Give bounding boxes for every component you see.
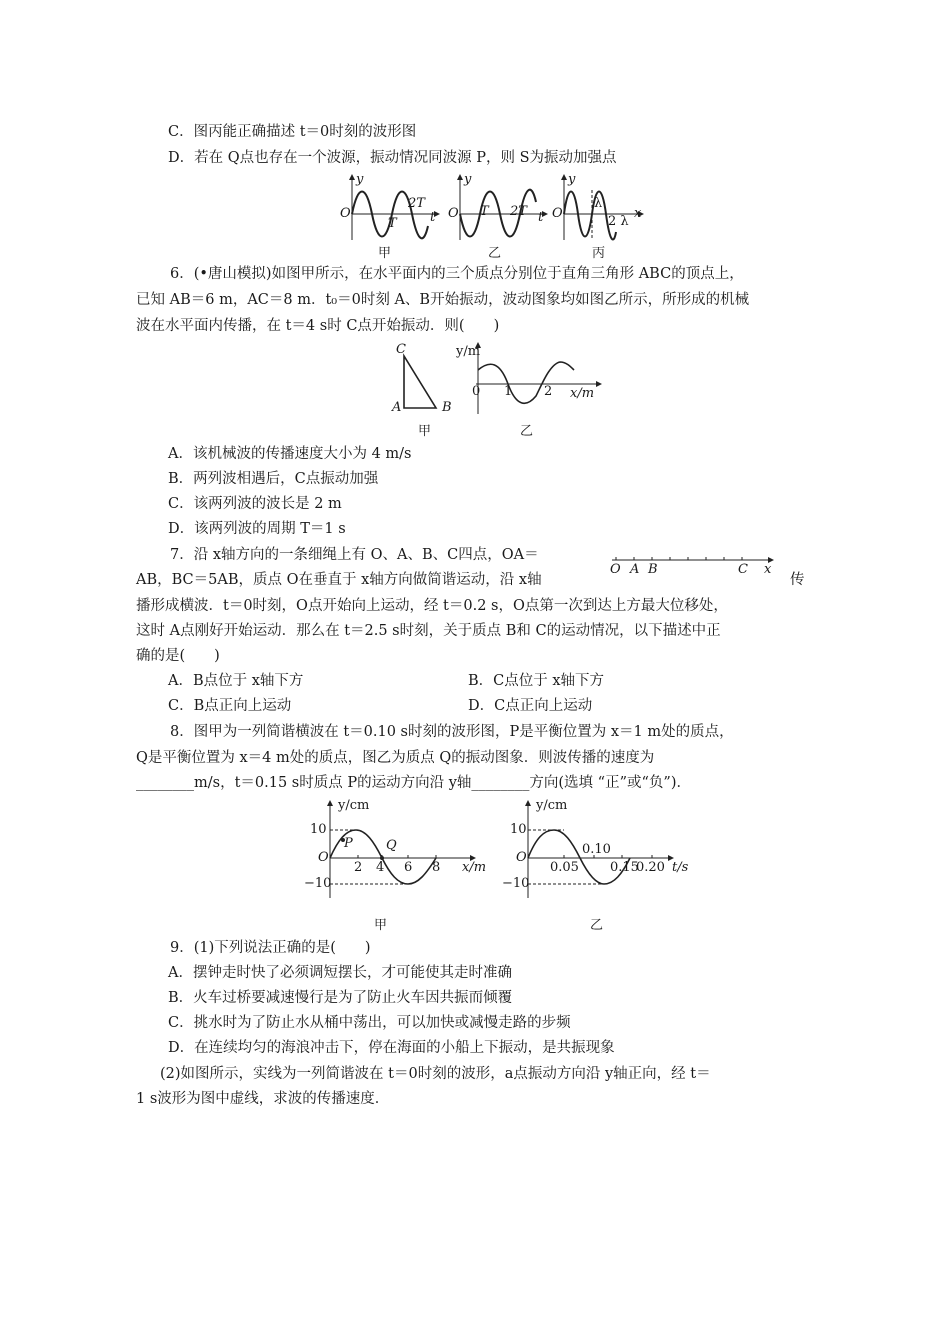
q6-line-1: 6．(•唐山模拟)如图甲所示，在水平面内的三个质点分别位于直角三角形 ABC的顶点上， [170,266,744,282]
q5-yi-t-label: T [480,204,489,219]
q5-yi-x-label: t [538,210,544,225]
q8-line-1: 8．图甲为一列简谐横波在 t＝0.10 s时刻的波形图，P是平衡位置为 x＝1 m处的质点， [170,724,734,740]
q9-option-a: A．摆钟走时快了必须调短摆长，才可能使其走时准确 [168,965,512,981]
q7-rope-c: C [738,562,748,577]
q8-yi-ten: 10 [510,822,527,837]
q8-figure-yi [502,798,696,933]
q9-part2-line-1: (2)如图所示，实线为一列简谐波在 t＝0时刻的波形，a点振动方向沿 y轴正向，经 t＝ [160,1066,711,1082]
q6-triangle-caption: 甲 [418,424,432,439]
q5-jia-origin: O [340,206,351,221]
q8-yi-tick-020: 0.20 [636,860,665,875]
q8-yi-tick-010: 0.10 [582,842,611,857]
q6-option-d: D．该两列波的周期 T＝1 s [168,521,346,537]
q5-option-c: C．图丙能正确描述 t＝0时刻的波形图 [168,124,417,140]
q5-yi-origin: O [448,206,459,221]
q8-jia-tick-6: 6 [404,860,413,875]
q9-option-d: D．在连续均匀的海浪冲击下，停在海面的小船上下振动，是共振现象 [168,1040,615,1056]
q7-line-1: 7．沿 x轴方向的一条细绳上有 O、A、B、C四点，OA＝ [170,547,539,563]
q8-yi-xlabel: t/s [672,860,689,875]
q8-jia-xlabel: x/m [462,860,487,875]
q7-option-b: B．C点位于 x轴下方 [468,673,605,689]
q7-line-4: 这时 A点刚好开始运动．那么在 t＝2.5 s时刻，关于质点 B和 C的运动情况，以下描述中正 [136,623,721,639]
q7-rope-x: x [764,562,772,577]
q8-jia-caption: 甲 [374,918,388,933]
q8-yi-tick-015: 0.15 [610,860,639,875]
q6-wave-xlabel: x/m [570,386,595,401]
q6-triangle-b: B [442,400,452,415]
q9-option-c: C．挑水时为了防止水从桶中荡出，可以加快或减慢走路的步频 [168,1015,571,1031]
q5-figure-jia [338,172,438,261]
q6-option-a: A．该机械波的传播速度大小为 4 m/s [168,446,412,462]
q5-bing-2lambda: 2 λ [608,214,629,229]
q7-option-c: C．B点正向上运动 [168,698,292,714]
q5-jia-t-label: T [388,216,397,231]
q6-wave-tick-2: 2 [544,384,553,399]
q5-bing-origin: O [552,206,563,221]
q8-jia-ylabel: y/cm [338,798,370,813]
q8-jia-tick-8: 8 [432,860,441,875]
q7-line-3: 播形成横波．t＝0时刻，O点开始向上运动，经 t＝0.2 s，O点第一次到达上方最大位移处， [136,598,728,614]
q5-bing-x-label: x [634,206,642,221]
q5-bing-lambda: λ [594,196,603,211]
q6-triangle-a: A [392,400,402,415]
q7-option-a: A．B点位于 x轴下方 [168,673,304,689]
q7-line-2b: 传 [790,572,805,588]
q8-jia-p: P [344,836,353,851]
q8-yi-caption: 乙 [590,918,604,933]
q6-wave-caption: 乙 [520,424,534,439]
q5-yi-caption: 乙 [488,246,502,261]
q6-line-3: 波在水平面内传播，在 t＝4 s时 C点开始振动．则( ) [136,318,500,334]
q6-wave-ylabel: y/m [456,344,481,359]
q8-yi-tick-005: 0.05 [550,860,579,875]
q7-rope-b: B [648,562,658,577]
q5-figure-yi [446,172,546,261]
q5-bing-caption: 丙 [592,246,606,261]
q5-yi-2t-label: 2T [510,204,527,219]
q8-line-2: Q是平衡位置为 x＝4 m处的质点，图乙为质点 Q的振动图象．则波传播的速度为 [136,750,655,766]
q5-jia-caption: 甲 [378,246,392,261]
q8-line-3: ________m/s，t＝0.15 s时质点 P的运动方向沿 y轴________方向(选填 “正”或“负”)． [136,775,691,791]
q9-option-b: B．火车过桥要减速慢行是为了防止火车因共振而倾覆 [168,990,513,1006]
q9-line-1: 9．(1)下列说法正确的是( ) [170,940,371,956]
q6-option-c: C．该两列波的波长是 2 m [168,496,342,512]
q6-triangle-c: C [396,342,406,357]
q6-wave-origin: 0 [472,384,481,399]
q8-yi-svg [506,798,696,933]
q8-jia-origin: O [318,850,329,865]
q7-rope-o: O [610,562,621,577]
q8-jia-ten: 10 [310,822,327,837]
q6-figure-triangle [390,342,460,438]
q7-line-2a: AB，BC＝5AB，质点 O在垂直于 x轴方向做简谐运动，沿 x轴 [136,572,542,588]
q9-part2-line-2: 1 s波形为图中虚线，求波的传播速度． [136,1091,390,1107]
q5-jia-x-label: t [430,210,436,225]
q8-yi-origin: O [516,850,527,865]
q5-yi-y-label: y [464,172,472,187]
q5-jia-y-label: y [356,172,364,187]
q8-jia-tick-4: 4 [376,860,385,875]
q6-figure-wave [456,342,606,438]
q7-line-5: 确的是( ) [136,648,220,664]
q5-figure-bing [550,172,650,261]
q7-figure-rope [610,552,780,582]
q5-jia-2t-label: 2T [408,196,425,211]
q5-bing-y-label: y [568,172,576,187]
q6-option-b: B．两列波相遇后，C点振动加强 [168,471,379,487]
q6-wave-tick-1: 1 [504,384,513,399]
q5-option-d: D．若在 Q点也存在一个波源，振动情况同波源 P，则 S为振动加强点 [168,150,617,166]
q8-figure-jia [300,798,490,933]
q7-option-d: D．C点正向上运动 [468,698,593,714]
q8-jia-q: Q [386,838,397,853]
q6-line-2: 已知 AB＝6 m，AC＝8 m．t₀＝0时刻 A、B开始振动，波动图象均如图乙所示，所形成的机械 [136,292,750,308]
q8-yi-ylabel: y/cm [536,798,568,813]
q8-yi-minus-ten: −10 [502,876,530,891]
q8-jia-tick-2: 2 [354,860,363,875]
q8-jia-minus-ten: −10 [304,876,332,891]
q7-rope-a: A [630,562,640,577]
